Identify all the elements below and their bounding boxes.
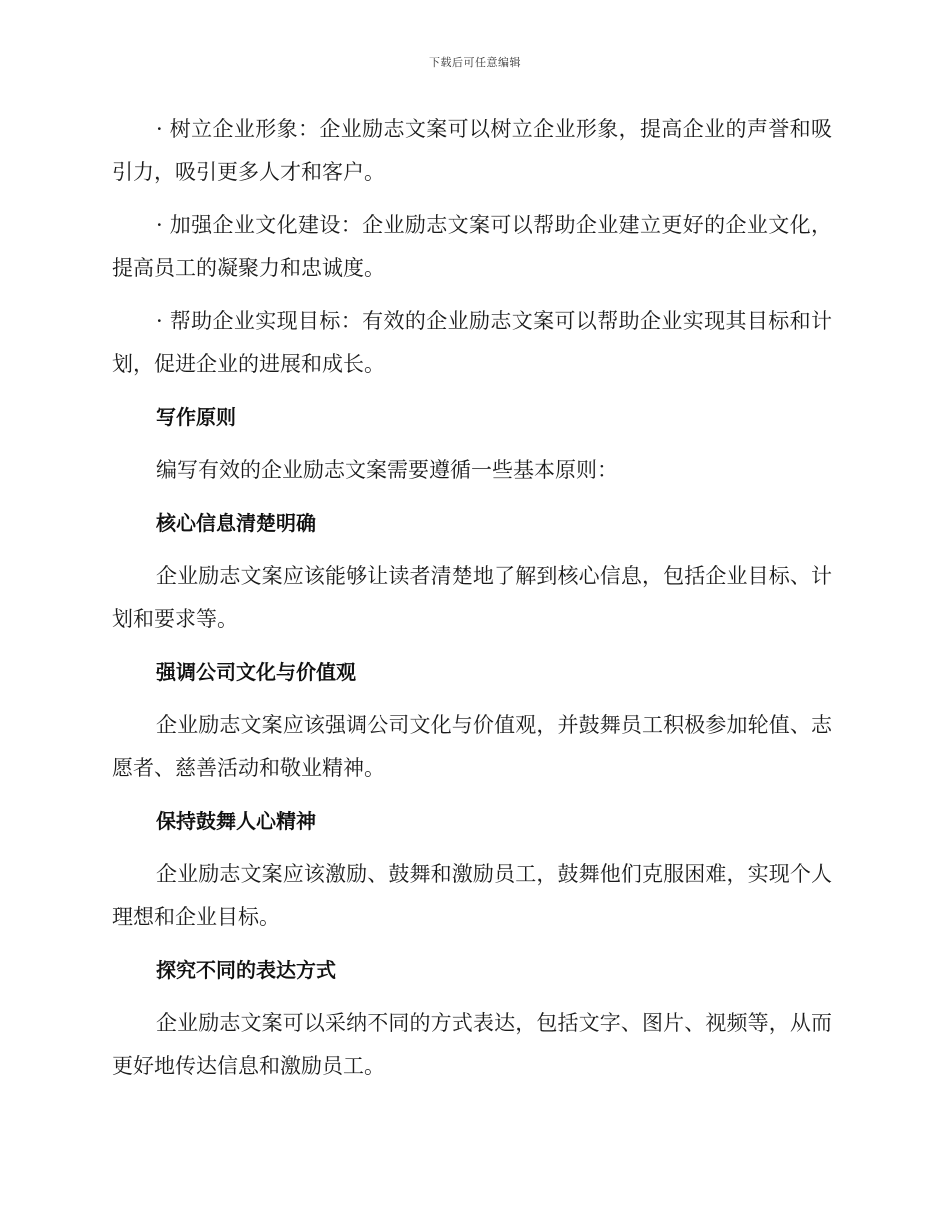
bullet-paragraph-culture: · 加强企业文化建设：企业励志文案可以帮助企业建立更好的企业文化，提高员工的凝聚力和忠诚度。 (112, 213, 832, 280)
paragraph-core-message: 企业励志文案应该能够让读者清楚地了解到核心信息，包括企业目标、计划和要求等。 (112, 564, 832, 631)
intro-paragraph-principles: 编写有效的企业励志文案需要遵循一些基本原则： (156, 458, 618, 482)
paragraph-culture-values: 企业励志文案应该强调公司文化与价值观，并鼓舞员工积极参加轮值、志愿者、慈善活动和敬业精神。 (112, 713, 832, 780)
paragraph-inspiring-spirit: 企业励志文案应该激励、鼓舞和激励员工，鼓舞他们克服困难，实现个人理想和企业目标。 (112, 862, 832, 929)
section-heading-principles: 写作原则 (156, 405, 236, 429)
page-header: 下载后可任意编辑 (429, 56, 521, 69)
document-body (112, 108, 832, 1098)
subheading-core-message: 核心信息清楚明确 (156, 511, 316, 535)
subheading-culture-values: 强调公司文化与价值观 (156, 660, 356, 684)
subheading-inspiring-spirit: 保持鼓舞人心精神 (156, 809, 316, 833)
bullet-paragraph-goals: · 帮助企业实现目标：有效的企业励志文案可以帮助企业实现其目标和计划，促进企业的进展和成长。 (112, 309, 832, 376)
subheading-expression-methods: 探究不同的表达方式 (156, 958, 336, 982)
paragraph-expression-methods: 企业励志文案可以采纳不同的方式表达，包括文字、图片、视频等，从而更好地传达信息和激励员工。 (112, 1011, 832, 1078)
bullet-paragraph-image: · 树立企业形象：企业励志文案可以树立企业形象，提高企业的声誉和吸引力，吸引更多人才和客户。 (112, 117, 832, 184)
